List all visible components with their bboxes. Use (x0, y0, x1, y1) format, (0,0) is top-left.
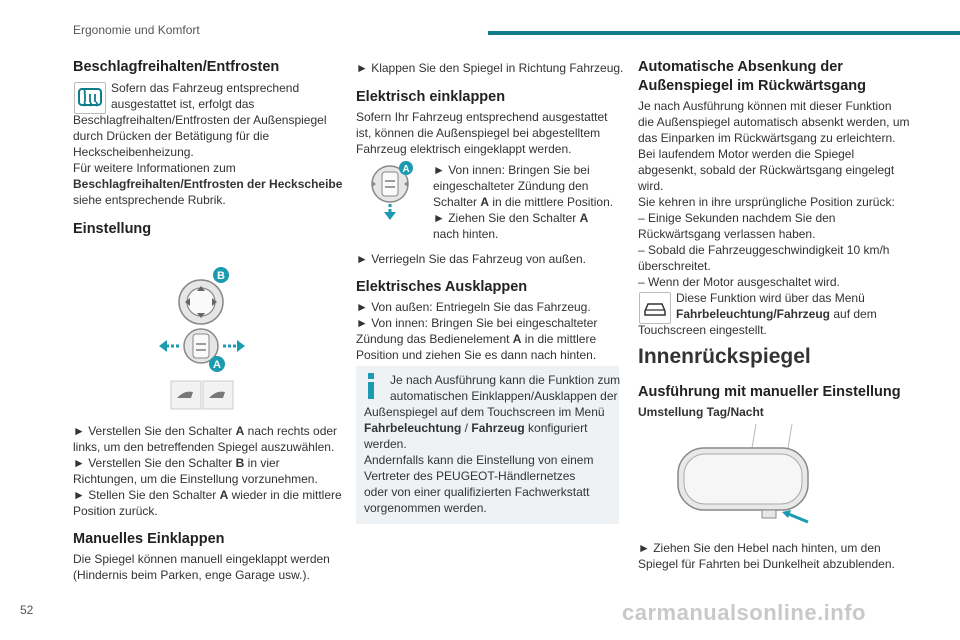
auto-lower-text: überschreitet. (638, 259, 711, 273)
auto-lower-text: Rückwärtsgang verlassen haben. (638, 227, 816, 241)
manual-version-heading: Ausführung mit manueller Einstellung (638, 384, 901, 400)
header-section-title: Ergonomie und Komfort (73, 23, 200, 37)
info-text: werden. (364, 437, 407, 451)
page-number: 52 (20, 603, 34, 617)
defrost-line: Beschlagfreihalten/Entfrosten der Außenspiegel (73, 113, 327, 127)
electric-fold-text: Sofern Ihr Fahrzeug entsprechend ausgestattet (356, 110, 608, 124)
electric-fold-text: ist, können die Außenspiegel bei abgestelltem (356, 126, 601, 140)
auto-lower-heading-2: Außenspiegel im Rückwärtsgang (638, 78, 867, 94)
watermark: carmanualsonline.info (622, 600, 866, 625)
auto-lower-heading: Automatische Absenkung der (638, 59, 843, 75)
info-text: Je nach Ausführung kann die Funktion zum (390, 373, 621, 387)
auto-lower-text: Sie kehren in ihre ursprüngliche Position zurück: (638, 195, 895, 209)
unfold-step: Position und ziehen Sie es dann nach hinten. (356, 348, 597, 362)
day-night-heading: Umstellung Tag/Nacht (638, 405, 764, 419)
rear-defrost-icon (74, 82, 106, 114)
manual-fold-text: Die Spiegel können manuell eingeklappt werden (73, 552, 330, 566)
adjust-step-1-cont: links, um den betreffenden Spiegel auszuwählen. (73, 440, 335, 454)
defrost-line: Sofern das Fahrzeug entsprechend (111, 81, 300, 95)
auto-lower-text: – Sobald die Fahrzeuggeschwindigkeit 10 km/h (638, 243, 890, 257)
auto-lower-text: wird. (638, 179, 664, 193)
info-text: Vertreter des PEUGEOT-Händlernetzes (364, 469, 576, 483)
info-icon (367, 373, 375, 399)
menu-note: Touchscreen eingestellt. (638, 323, 767, 337)
electric-step: Schalter A in die mittlere Position. (433, 195, 614, 209)
menu-note: Diese Funktion wird über das Menü (676, 291, 865, 305)
auto-lower-text: das Einparken im Rückwärtsgang zu erleichtern. (638, 131, 896, 145)
adjust-step-3: ► Stellen Sie den Schalter A wieder in die mittlere (73, 488, 342, 502)
label-a: A (213, 359, 221, 371)
info-text: vorgenommen werden. (364, 501, 487, 515)
manual-fold-text: (Hindernis beim Parken, enge Garage usw.). (73, 568, 310, 582)
adjust-step-3-cont: Position zurück. (73, 504, 158, 518)
auto-lower-text: die Außenspiegel automatisch absenkt werden, um (638, 115, 910, 129)
unfold-step: ► Von außen: Entriegeln Sie das Fahrzeug. (356, 300, 591, 314)
lock-step: ► Verriegeln Sie das Fahrzeug von außen. (356, 252, 587, 266)
car-settings-icon (639, 292, 671, 324)
fold-switch-illustration (364, 160, 414, 222)
day-night-step: Spiegel für Fahrten bei Dunkelheit abzublenden. (638, 557, 895, 571)
electric-step: ► Ziehen Sie den Schalter A (433, 211, 589, 225)
auto-lower-text: Je nach Ausführung können mit dieser Funktion (638, 99, 892, 113)
auto-lower-text: – Einige Sekunden nachdem Sie den (638, 211, 836, 225)
defrost-line: Heckscheibenheizung. (73, 145, 194, 159)
rearview-mirror-illustration (670, 422, 815, 532)
adjust-heading: Einstellung (73, 221, 152, 237)
label-b: B (217, 270, 225, 282)
manual-fold-heading: Manuelles Einklappen (73, 531, 225, 547)
defrost-line: durch Drücken der Betätigung für die (73, 129, 270, 143)
electric-step: ► Von innen: Bringen Sie bei (433, 163, 590, 177)
defrost-line: ausgestattet ist, erfolgt das (111, 97, 255, 111)
label-a: A (402, 164, 410, 175)
defrost-line: siehe entsprechende Rubrik. (73, 193, 226, 207)
defrost-line: Für weitere Informationen zum (73, 161, 236, 175)
defrost-link-text: Beschlagfreihalten/Entfrosten der Heckscheibe (73, 177, 343, 191)
info-text: Fahrbeleuchtung / Fahrzeug konfiguriert (364, 421, 588, 435)
info-text: oder von einer qualifizierten Fachwerkstatt (364, 485, 590, 499)
auto-lower-text: abgesenkt, sobald der Rückwärtsgang eingelegt (638, 163, 895, 177)
electric-step: eingeschalteter Zündung den (433, 179, 589, 193)
electric-unfold-heading: Elektrisches Ausklappen (356, 279, 528, 295)
info-text: automatischen Einklappen/Ausklappen der (390, 389, 618, 403)
electric-fold-text: Fahrzeug elektrisch eingeklappt werden. (356, 142, 572, 156)
interior-mirror-heading: Innenrückspiegel (638, 345, 811, 368)
adjust-step-2: ► Verstellen Sie den Schalter B in vier (73, 456, 280, 470)
adjust-step-1: ► Verstellen Sie den Schalter A nach rechts oder (73, 424, 338, 438)
auto-lower-text: – Wenn der Motor ausgeschaltet wird. (638, 275, 840, 289)
day-night-step: ► Ziehen Sie den Hebel nach hinten, um den (638, 541, 881, 555)
mirror-control-illustration (155, 262, 255, 412)
unfold-step: Zündung das Bedienelement A in die mittlere (356, 332, 597, 346)
info-text: Andernfalls kann die Einstellung von einem (364, 453, 594, 467)
defrost-heading: Beschlagfreihalten/Entfrosten (73, 59, 280, 75)
fold-step: ► Klappen Sie den Spiegel in Richtung Fahrzeug. (356, 61, 624, 75)
electric-fold-heading: Elektrisch einklappen (356, 89, 506, 105)
info-text: Außenspiegel auf dem Touchscreen im Menü (364, 405, 605, 419)
auto-lower-text: Bei laufendem Motor werden die Spiegel (638, 147, 855, 161)
menu-note: Fahrbeleuchtung/Fahrzeug auf dem (676, 307, 877, 321)
electric-step: nach hinten. (433, 227, 499, 241)
unfold-step: ► Von innen: Bringen Sie bei eingeschalteter (356, 316, 598, 330)
adjust-step-2-cont: Richtungen, um die Einstellung vorzunehmen. (73, 472, 318, 486)
header-accent-bar (488, 31, 960, 35)
